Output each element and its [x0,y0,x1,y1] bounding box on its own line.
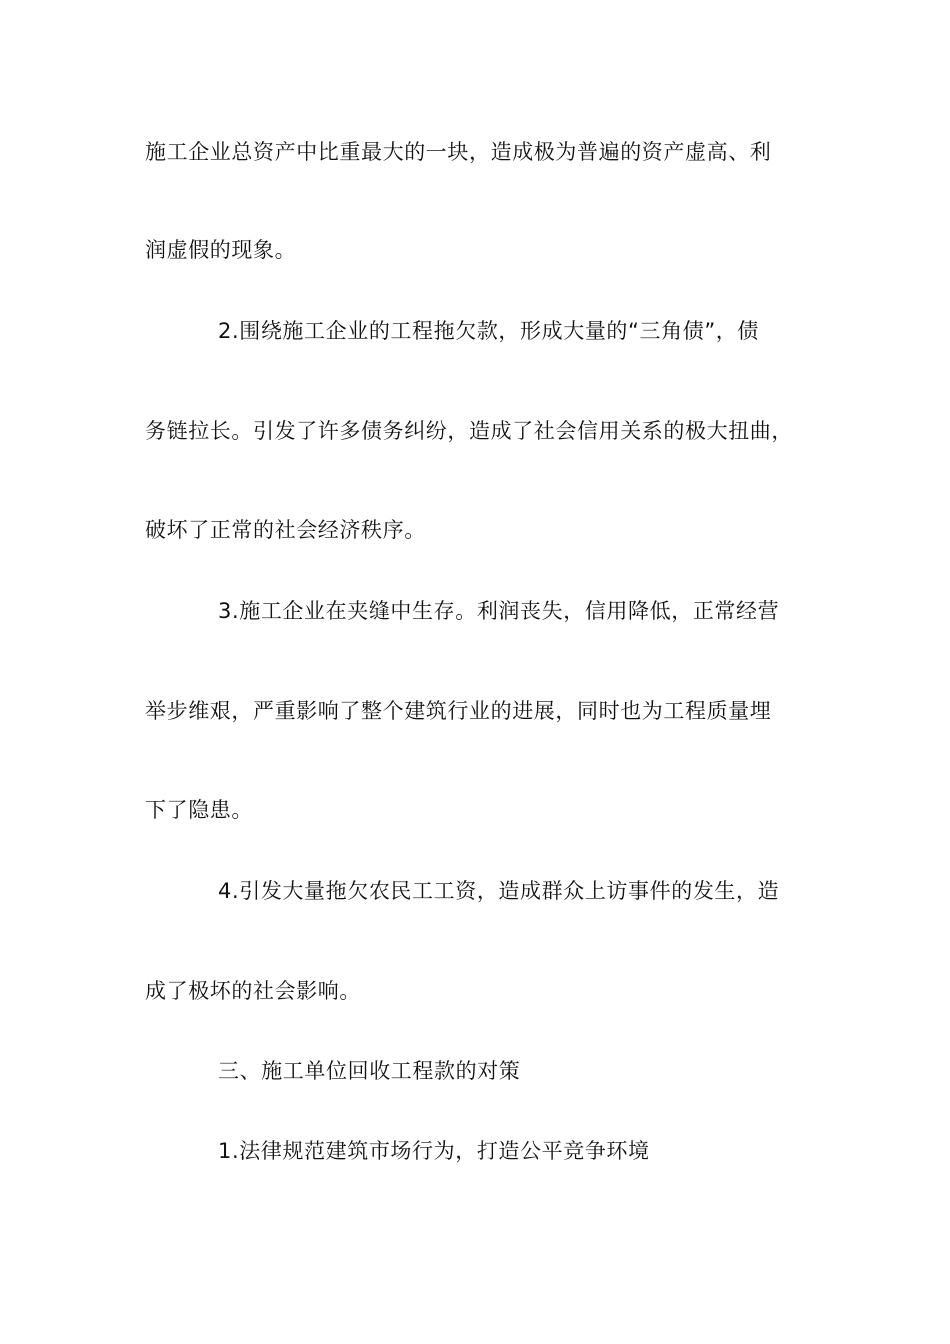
text-line-8: 下了隐患。 [145,798,253,822]
text-line-1: 施工企业总资产中比重最大的一块，造成极为普遍的资产虚高、利 [145,140,772,164]
text-line-7: 举步维艰，严重影响了整个建筑行业的进展，同时也为工程质量埋 [145,699,772,723]
text-line-10: 成了极坏的社会影响。 [145,979,361,1003]
text-line-2: 润虚假的现象。 [145,238,297,262]
text-line-4: 务链拉长。引发了许多债务纠纷，造成了社会信用关系的极大扭曲， [145,419,793,443]
section-heading: 三、施工单位回收工程款的对策 [218,1059,521,1083]
text-line-9: 4.引发大量拖欠农民工工资，造成群众上访事件的发生，造 [218,879,780,903]
text-line-3: 2.围绕施工企业的工程拖欠款，形成大量的“三角债”，债 [218,319,759,343]
text-line-6: 3.施工企业在夹缝中生存。利润丧失，信用降低，正常经营 [218,599,780,623]
subsection-heading: 1.法律规范建筑市场行为，打造公平竞争环境 [218,1139,650,1163]
text-line-5: 破坏了正常的社会经济秩序。 [145,518,426,542]
